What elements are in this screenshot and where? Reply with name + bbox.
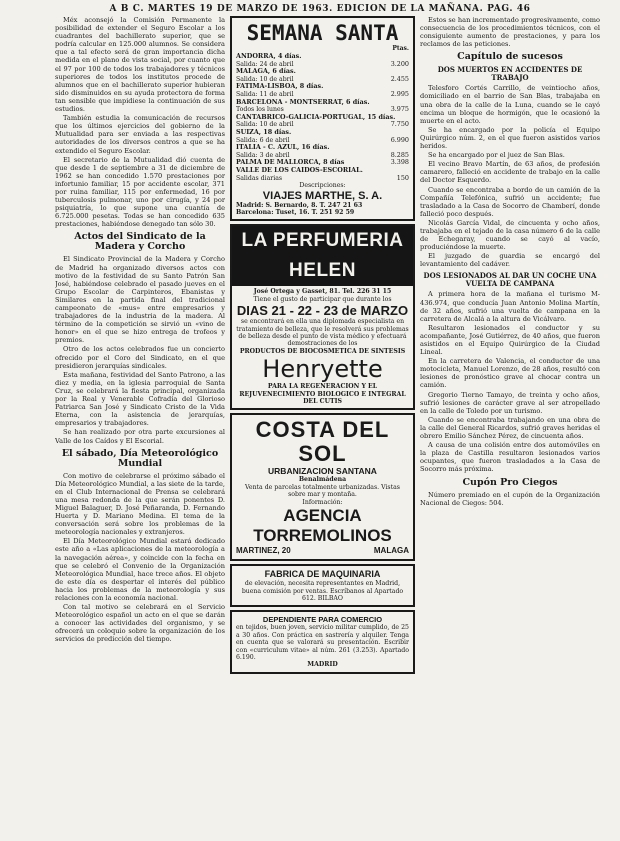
paragraph: Con tal motivo se celebrará en el Servicio Meteorológico español un acto en el que se darán a conocer las actividades del organismo, y se ofrecerá un coloquio sobre la organización de los servicios de predicción del tiempo. <box>55 603 225 644</box>
trip-price: 3.398 <box>390 158 409 167</box>
trip-name: SUIZA, 18 días. <box>236 128 292 137</box>
paragraph: El secretario de la Mutualidad dió cuenta de que desde 1 de septiembre a 31 de diciembre de 1962 se han concedido 1.570 prestaciones por infortunio familiar, 15 por accidente escolar, 371 por ruina familiar, 115 por enfermedad, 16 por tuberculosis pulmonar, uno por cirugía, y 24 por psiquiatría, lo que supone una cuantía de 6.725.000 pesetas. Todas se han concedido 635 prestaciones, habiéndose denegado tan sólo 30. <box>55 155 225 229</box>
trip-name: ITALIA - C. AZUL, 16 días. <box>236 143 330 152</box>
ad-title: LA PERFUMERIA HELEN <box>232 226 413 286</box>
trip-name: FATIMA-LISBOA, 8 días. <box>236 82 324 91</box>
paragraph: Telesforo Cortés Carrillo, de veintiocho años, domiciliado en el barrio de San Blas, trabajaba en una obra de la calle de la Luna, cuando se le cayó encima un bloque de hormigón, que le ocasionó la muerte en el acto. <box>420 84 600 125</box>
paragraph: Resultaron lesionados el conductor y su acompañante, José Gutiérrez, de 40 años, que fueron asistidos en el Equipo Quirúrgico de la Ciudad Lineal. <box>420 323 600 357</box>
trip-item <box>236 129 409 144</box>
trip-item <box>236 167 409 182</box>
paragraph: Cuando se encontraba a bordo de un camión de la Compañía Telefónica, sufrió un accidente; fue trasladado a la Casa de Socorro de Chamberí, donde falleció poco después. <box>420 185 600 218</box>
paragraph: Méx aconsejó la Comisión Permanente la posibilidad de extender el Seguro Escolar a los cuadrantes del bachillerato superior, que se podría calcular en 125.000 alumnos. Se considera que a tal efecto será de gran importancia dicha medida en el plano de vista social, por cuanto que el 97 por 100 de todos los trabajadores y técnicos superiores de todos los institutos procede de alumnos que en el bachillerato superior hubieran sido disminuidos en su ayuda protectora de forma tan sensible que impidiese la continuación de sus estudios. <box>55 16 225 114</box>
trip-date: Todos los lunes <box>236 106 284 114</box>
trip-item <box>236 114 409 129</box>
article-subtitle: DOS MUERTOS EN ACCIDENTES DE TRABAJO <box>437 65 583 83</box>
trip-item <box>236 99 409 114</box>
ad-city: MADRID <box>307 661 338 669</box>
agency-name: VIAJES MARTHE, S. A. <box>262 189 383 202</box>
trip-price: 7.750 <box>390 120 409 129</box>
trip-date: Salida: 24 de abril <box>236 60 294 68</box>
paragraph: A causa de una colisión entre dos automóviles en la plaza de Castilla resultaron lesionados varios ocupantes, que fueron trasladados a la Casa de Socorro más próxima. <box>420 441 600 474</box>
shop-address: José Ortega y Gasset, 81. Tel. 226 31 15 <box>253 288 392 296</box>
trip-date: Salida: 3 de abril <box>236 151 290 159</box>
paragraph: El vecino Bravo Martín, de 63 años, de profesión camarero, falleció en accidente de trabajo en la calle del Doctor Esquerdo. <box>420 160 600 185</box>
ad-perfumeria <box>230 224 415 410</box>
trip-date: Salidas diarias <box>236 174 283 182</box>
paragraph: Estos se han incrementado progresivamente, como consecuencia de los procedimientos técnicos, con el consiguiente aumento de prestaciones, y para los reclamos de las peticiones. <box>420 16 600 49</box>
article-title: Cupón Pro Ciegos <box>462 476 558 488</box>
trip-price: 8.285 <box>390 150 409 159</box>
ad-body: se encontrará en ella una diplomada especialista en tratamiento de belleza, que le resolverá sus problemas de belleza desde el punto de vista médico y efectuará demostraciones de los <box>236 318 409 348</box>
paragraph: Número premiado en el cupón de la Organización Nacional de Ciegos: 504. <box>420 490 600 507</box>
trip-price: 2.995 <box>390 90 409 99</box>
trip-list <box>236 53 409 182</box>
price-column-header: Ptas. <box>392 45 409 52</box>
trip-name: PALMA DE MALLORCA, 8 días <box>236 158 345 167</box>
trip-price: 6.990 <box>390 135 409 144</box>
trip-price: 3.975 <box>390 105 409 114</box>
ad-costa-del-sol <box>230 413 415 561</box>
ad-title: DEPENDIENTE PARA COMERCIO <box>262 615 383 625</box>
trip-date: Salida: 6 de abril <box>236 136 290 144</box>
ad-footer: Descripciones: <box>299 182 346 190</box>
ad-footer: PARA LA REGENERACION Y EL REJUVENECIMIENTO BIOLOGICO E INTEGRAL DEL CUTIS <box>239 383 406 406</box>
paragraph: Esta mañana, festividad del Santo Patrono, a las diez y media, en la iglesia parroquial de Santa Cruz, se celebrará la fiesta principal, organizada por la Real y Venerable Cofradía del Glorioso Patriarca San José y Sindicato Cristo de la Vida Eterna, con la asistencia de jerarquías, empresarios y trabajadores. <box>55 370 225 428</box>
ad-body: en tejidos, buen joven, servicio militar cumplido, de 25 a 30 años. Con práctica en sastrería y alquiler. Tenga en cuenta que se valorará su presentación. Escribir con «curriculum vitae» al núm. 261 (3.253). Apartado 6.190. <box>236 624 409 661</box>
trip-name: ANDORRA, 4 días. <box>236 52 302 61</box>
trip-name: CANTABRICO-GALICIA-PORTUGAL, 15 días. <box>236 112 396 121</box>
trip-item <box>236 53 409 68</box>
ad-fabrica <box>230 564 415 607</box>
agency-address: Barcelona: Tuset, 16. T. 251 92 59 <box>236 209 355 216</box>
paragraph: Se han realizado por otra parte excursiones al Valle de los Caídos y El Escorial. <box>55 428 225 445</box>
ad-body: Venta de parcelas totalmente urbanizadas. Vistas sobre mar y montaña. <box>245 483 400 499</box>
ad-subtitle: URBANIZACION SANTANA <box>268 466 377 477</box>
ad-note: Tiene el gusto de participar que durante los <box>253 295 392 303</box>
paragraph: Otro de los actos celebrados fue un concierto ofrecido por el Coro del Sindicato, en el que presidieron jerarquías sindicales. <box>55 345 225 370</box>
trip-price: 3.200 <box>390 59 409 68</box>
article-subtitle: DOS LESIONADOS AL DAR UN COCHE UNA VUELTA DE CAMPANA <box>423 271 597 289</box>
trip-name: BARCELONA - MONTSERRAT, 6 días. <box>236 97 370 106</box>
paragraph: El Sindicato Provincial de la Madera y Corcho de Madrid ha organizado diversos actos con motivo de la festividad de su Santo Patrón San José, habiéndose celebrado el pasado jueves en el Grupo Escolar de Carpinteros, Ebanistas y Similares en la partida final del tradicional campeonato de «mus» entre empresarios y trabajadores de la industria de la madera. Al término de la competición se sirvió un «vino de honor» en el que se hizo entrega de trofeos y premios. <box>55 255 225 345</box>
info-label: Información: <box>302 498 343 506</box>
trip-price: 150 <box>396 173 409 182</box>
ad-semana-santa <box>230 16 415 221</box>
trip-item <box>236 144 409 159</box>
trip-date: Salida: 10 de abril <box>236 75 294 83</box>
agency-name: AGENCIA TORREMOLINOS <box>253 506 392 546</box>
trip-item <box>236 83 409 98</box>
ad-title: COSTA DEL SOL <box>255 417 390 467</box>
trip-name: MALAGA, 6 días. <box>236 67 296 76</box>
column-ads <box>230 16 415 816</box>
trip-date: Salida: 11 de abril <box>236 91 294 99</box>
ad-dependiente <box>230 610 415 673</box>
column-right <box>420 16 600 828</box>
place-name: Benalmádena <box>298 476 347 484</box>
article-title: El sábado, Día Meteorológico Mundial <box>61 447 219 469</box>
paragraph: Cuando se encontraba trabajando en una obra de la calle del General Ricardos, sufrió graves heridas el obrero Emilio Sánchez Pérez, de cincuenta años. <box>420 415 600 441</box>
intro-article <box>55 16 225 228</box>
paragraph: Se ha encargado por la policía el Equipo Quirúrgico núm. 2, en el que fueron asistidos varios heridos. <box>420 125 600 151</box>
trip-item <box>236 68 409 83</box>
trip-date: Salida: 10 de abril <box>236 121 294 129</box>
paragraph: El Día Meteorológico Mundial estará dedicado este año a «Las aplicaciones de la meteorología a la navegación aérea», y coincide con la fecha en que se celebró el Convenio de la Organización Meteorológica Mundial, hace trece años. El objeto de este día es despertar el interés del público hacia los problemas de la meteorología y sus relaciones con la economía nacional. <box>55 537 225 602</box>
agency-city: MALAGA <box>373 546 409 556</box>
trip-price: 2.455 <box>390 74 409 83</box>
paragraph: En la carretera de Valencia, el conductor de una motocicleta, Manuel Lorenzo, de 28 años, resultó con lesiones de pronóstico grave al chocar contra un camión. <box>420 357 600 390</box>
paragraph: Se ha encargado por el juez de San Blas. <box>428 151 565 160</box>
paragraph: A primera hora de la mañana el turismo M-436.974, que conducía Juan Antonio Molina Martín, de 32 años, sufrió una vuelta de campana en la carretera de Alcalá a la altura de Vicálvaro. <box>420 290 600 323</box>
ad-body: de elevación, necesita representantes en Madrid, buena comisión por ventas. Escríbanos al Apartado 612. BILBAO <box>241 580 404 602</box>
article-title: Actos del Sindicato de la Madera y Corcho <box>74 231 206 253</box>
product-line: PRODUCTOS DE BIOCOSMETICA DE SINTESIS <box>239 347 406 355</box>
trip-name: VALLE DE LOS CAIDOS-ESCORIAL. <box>236 166 363 174</box>
paragraph: Con motivo de celebrarse el próximo sábado el Día Meteorológico Mundial, a las siete de la tarde, en el Club Internacional de Prensa se celebrará una mesa redonda de la que serán ponentes D. Miguel Balaguer, D. José Peñaranda, D. Fernando Huerta y D. Mariano Medina. El tema de la conversación será sobre los problemas de la meteorología nacionales y extranjeros. <box>55 471 225 537</box>
brand-logo: Henryette <box>262 355 383 384</box>
article-title: Capítulo de sucesos <box>457 51 563 63</box>
page-header: A B C. MARTES 19 DE MARZO DE 1963. EDICION DE LA MAÑANA. PAG. 46 <box>109 4 531 14</box>
paragraph: También estudia la comunicación de recursos que los últimos ejercicios del gobierno de la Mutualidad para ser enviada a las respectivas autoridades de los diversos centros a que se ha extendido el Seguro Escolar. <box>55 114 225 155</box>
ad-title: SEMANA SANTA <box>246 21 399 45</box>
agency-address: Madrid: S. Bernardo, 8. T. 247 21 63 <box>236 201 363 209</box>
column-left <box>55 16 225 706</box>
paragraph: Nicolás García Vidal, de cincuenta y ocho años, trabajaba en el tejado de la casa número 6 de la calle de Echegaray, cuando se cayó al vacío, produciéndose la muerte. <box>420 218 600 252</box>
agency-street: MARTINEZ, 20 <box>236 546 291 556</box>
ad-title: FABRICA DE MAQUINARIA <box>264 569 381 580</box>
paragraph: Gregorio Tierno Tamayo, de treinta y ocho años, sufrió lesiones de carácter grave al ser atropellado en la calle de Toledo por un turismo. <box>420 390 600 415</box>
event-dates: DIAS 21 - 22 - 23 de MARZO <box>236 303 409 319</box>
paragraph: El juzgado de guardia se encargó del levantamiento del cadáver. <box>420 252 600 269</box>
